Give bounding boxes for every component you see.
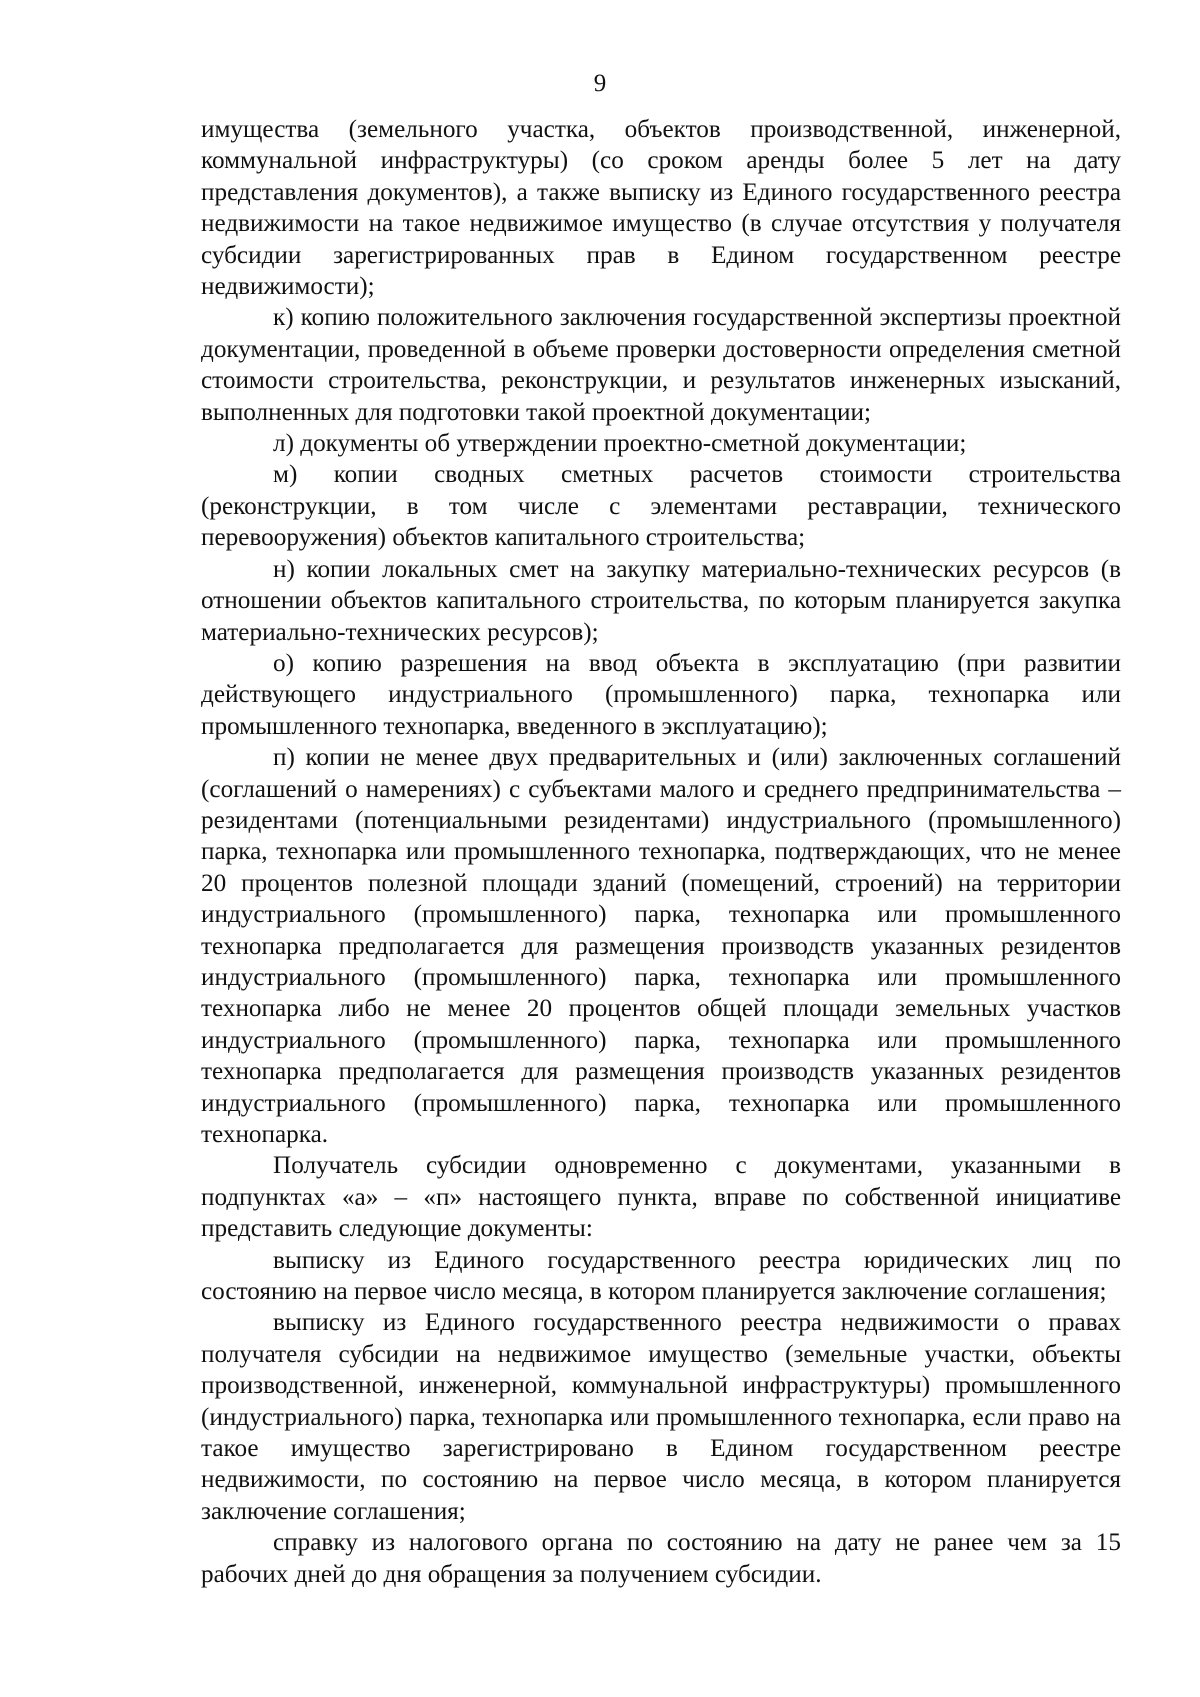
paragraph-item-l: л) документы об утверждении проектно-сметной документации; bbox=[273, 430, 967, 458]
paragraph-continuation: имущества (земельного участка, объектов производственной, инженерной, коммунальной инфраструктуры) (со сроком аренды более 5 лет на дату представления документов), а также выписку из Единого государственного реестра недвижимости на такое недвижимое имущество (в случае отсутствия у получателя субсидии зарегистрированных прав в Едином государственном реестре недвижимости); bbox=[201, 116, 1121, 301]
paragraph-egrn-extract: выписку из Единого государственного реестра недвижимости о правах получателя субсидии на недвижимое имущество (земельные участки, объекты производственной, инженерной, коммунальной инфраструктуры) промышленного (индустриального) парка, технопарка или промышленного технопарка, если право на такое имущество зарегистрировано в Едином государственном реестре недвижимости, по состоянию на первое число месяца, в котором планируется заключение соглашения; bbox=[201, 1309, 1121, 1525]
paragraph-optional-documents-intro: Получатель субсидии одновременно с документами, указанными в подпунктах «а» – «п» настоящего пункта, вправе по собственной инициативе представить следующие документы: bbox=[201, 1152, 1121, 1243]
page-number: 9 bbox=[593, 70, 607, 97]
paragraph-item-m: м) копии сводных сметных расчетов стоимости строительства (реконструкции, в том числе с элементами реставрации, технического перевооружения) объектов капитального строительства; bbox=[201, 461, 1121, 552]
paragraph-item-o: о) копию разрешения на ввод объекта в эксплуатацию (при развитии действующего индустриального (промышленного) парка, технопарка или промышленного технопарка, введенного в эксплуатацию); bbox=[201, 649, 1121, 740]
paragraph-egrul-extract: выписку из Единого государственного реестра юридических лиц по состоянию на первое число месяца, в котором планируется заключение соглашения; bbox=[201, 1246, 1121, 1306]
paragraph-item-k: к) копию положительного заключения государственной экспертизы проектной документации, проведенной в объеме проверки достоверности определения сметной стоимости строительства, реконструкции, и результатов инженерных изысканий, выполненных для подготовки такой проектной документации; bbox=[201, 304, 1121, 426]
paragraph-item-p: п) копии не менее двух предварительных и (или) заключенных соглашений (соглашений о намерениях) с субъектами малого и среднего предпринимательства – резидентами (потенциальными резидентами) индустриального (промышленного) парка, технопарка или промышленного технопарка, подтверждающих, что не менее 20 процентов полезной площади зданий (помещений, строений) на территории индустриального (промышленного) парка, технопарка или промышленного технопарка предполагается для размещения производств указанных резидентов индустриального (промышленного) парка, технопарка или промышленного технопарка либо не менее 20 процентов общей площади земельных участков индустриального (промышленного) парка, технопарка или промышленного технопарка предполагается для размещения производств указанных резидентов индустриального (промышленного) парка, технопарка или промышленного технопарка. bbox=[201, 744, 1121, 1148]
paragraph-tax-certificate: справку из налогового органа по состоянию на дату не ранее чем за 15 рабочих дней до дня обращения за получением субсидии. bbox=[201, 1529, 1121, 1588]
document-body bbox=[201, 114, 1121, 1590]
paragraph-item-n: н) копии локальных смет на закупку материально-технических ресурсов (в отношении объектов капитального строительства, по которым планируется закупка материально-технических ресурсов); bbox=[201, 555, 1121, 646]
